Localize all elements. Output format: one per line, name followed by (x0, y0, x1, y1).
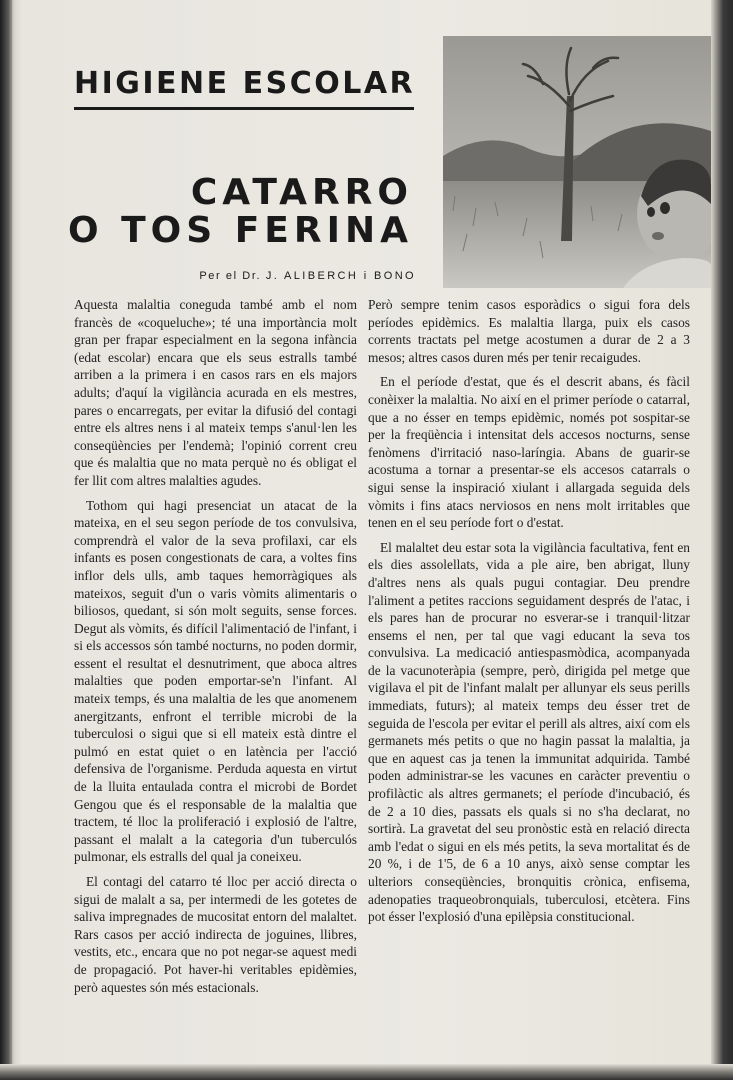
landscape-tree-child-icon (443, 36, 711, 288)
page-bottom-edge (0, 1064, 733, 1080)
paragraph: El contagi del catarro té lloc per acció directa o sigui de malalt a sa, per intermedi de les gotetes de saliva impregnades de mucositat entorn del malaltet. Rars casos per acció indirecta de joguines, llibres, vestits, etc., encara que no pot negar-se aquest medi de propagació. Pot haver-hi veritables epidèmies, però aquestes són més estacionals. (74, 874, 357, 995)
byline-author: J. ALIBERCH i BONO (265, 270, 416, 282)
page-binding (0, 0, 12, 1080)
article-column-right (368, 296, 690, 933)
byline-prefix: Per el Dr. (199, 270, 262, 282)
section-title-underline (74, 107, 414, 110)
headline-line-1: CATARRO (190, 172, 413, 213)
article-column-left (74, 296, 357, 1003)
paragraph: Aquesta malaltia coneguda també amb el nom francès de «coqueluche»; té una importància molt gran per frapar especialment en la segona infància (edat escolar) encara que els seus estralls també arriben a la primera i en casos rars en els majors adults; d'aquí la vigilància acurada en els mestres, pares o encarregats, per evitar la difusió del contagi entre els altres nens i al mateix temps s'anul·len les conseqüències per l'endemà; l'opinió corrent creu que és malaltia que no mata perquè no és obligat el fer llit com altres malalties agudes. (74, 297, 357, 488)
paragraph: El malaltet deu estar sota la vigilància facultativa, fent en els dies assolellats, vida a ple aire, ben abrigat, lluny d'altres nens als quals pugui contagiar. Deu prendre l'aliment a petites raccions seguidament després de l'atac, i els pares han de procurar no esverar-se i tranquil·litzar ensems el nen, per tal que vagi educant la seva tos convulsiva. La medicació antiespasmòdica, acompanyada de la vacunoteràpia (sempre, però, dirigida pel metge que vigilava el pit de l'infant malalt per allunyar els seus perills immediats, futurs); al mateix temps deu ésser tret de seguida de l'escola per evitar el perill als altres, així com els germanets més petits o que no hagin passat la malaltia, ja que en aquest cas ja tenen la immunitat adquirida. També poden administrar-se les vacunes en caràcter preventiu o profilàctic als altres germanets; el període d'incubació, és de 2 a 10 dies, passats els quals si no s'ha declarat, no sortirà. La gravetat del seu pronòstic està en relació directa amb l'edat o sigui en els més petits, la seva mortalitat és de 20 %, i de 1'5, de 6 a 10 anys, això sense comptar les ulteriors conseqüències, bronquitis crònica, enfisema, adenopaties traqueobronquials, tuberculosi, etcètera. Fins pot ésser l'explosió d'una epilèpsia constitucional. (368, 539, 690, 925)
byline (170, 270, 416, 282)
paragraph: Però sempre tenim casos esporàdics o sigui fora dels períodes epidèmics. Es malaltia llarga, puix els casos corrents tractats pel metge acostumen a durar de 2 a 3 mesos; altres casos duren més per tenir recaigudes. (368, 297, 690, 365)
headline-line-2: O TOS FERINA (67, 210, 413, 251)
page-edge-shadow (711, 0, 733, 1080)
paragraph: Tothom qui hagi presenciat un atacat de la mateixa, en el seu segon període de tos convulsiva, comprendrà el valor de la seva profilaxi, car els infants es posen congestionats de cara, a voltes fins inflor dels ulls, amb taques hemorràgiques als mateixos, seguit d'un o varis vòmits alimentaris o biliosos, quedant, si són molt seguits, sense forces. Degut als vòmits, és difícil l'alimentació de l'infant, i si els accessos són també nocturns, no poden dormir, essent el resultat el desnutriment, que aboca altres malalties que poden emportar-se'n l'infant. Al mateix temps, és una malaltia de les que anomenem anergitzants, enfront el terrible microbi de la tuberculosi o sigui que si ell mateix està dintre el pulmó en estat quiet o en latència per l'acció defensiva de l'organisme. Perduda aquesta en virtut de la lluita entaulada contra el microbi de Bordet Gengou que és el responsable de la malaltia que tractem, té lloc la proliferació i explosió de l'altre, passant el malalt a la categoria d'un tuberculós pulmonar, els estralls del qual ja coneixeu. (74, 497, 357, 865)
section-title: HIGIENE ESCOLAR (74, 66, 416, 101)
paragraph: En el període d'estat, que és el descrit abans, és fàcil conèixer la malaltia. No així en el primer període o catarral, que a no ésser en temps epidèmic, només pot sospitar-se per la freqüència i intensitat dels accesos nocturns, sense fenòmens d'irritació naso-laríngia. Abans de guarir-se acostuma a tornar a presentar-se els accesos catarrals o sigui sense la inspiració xiulant i allargada seguida dels vòmits i fins atacs nerviosos en nens molt irritables que tenen en el seu període fort o d'estat. (368, 374, 690, 531)
